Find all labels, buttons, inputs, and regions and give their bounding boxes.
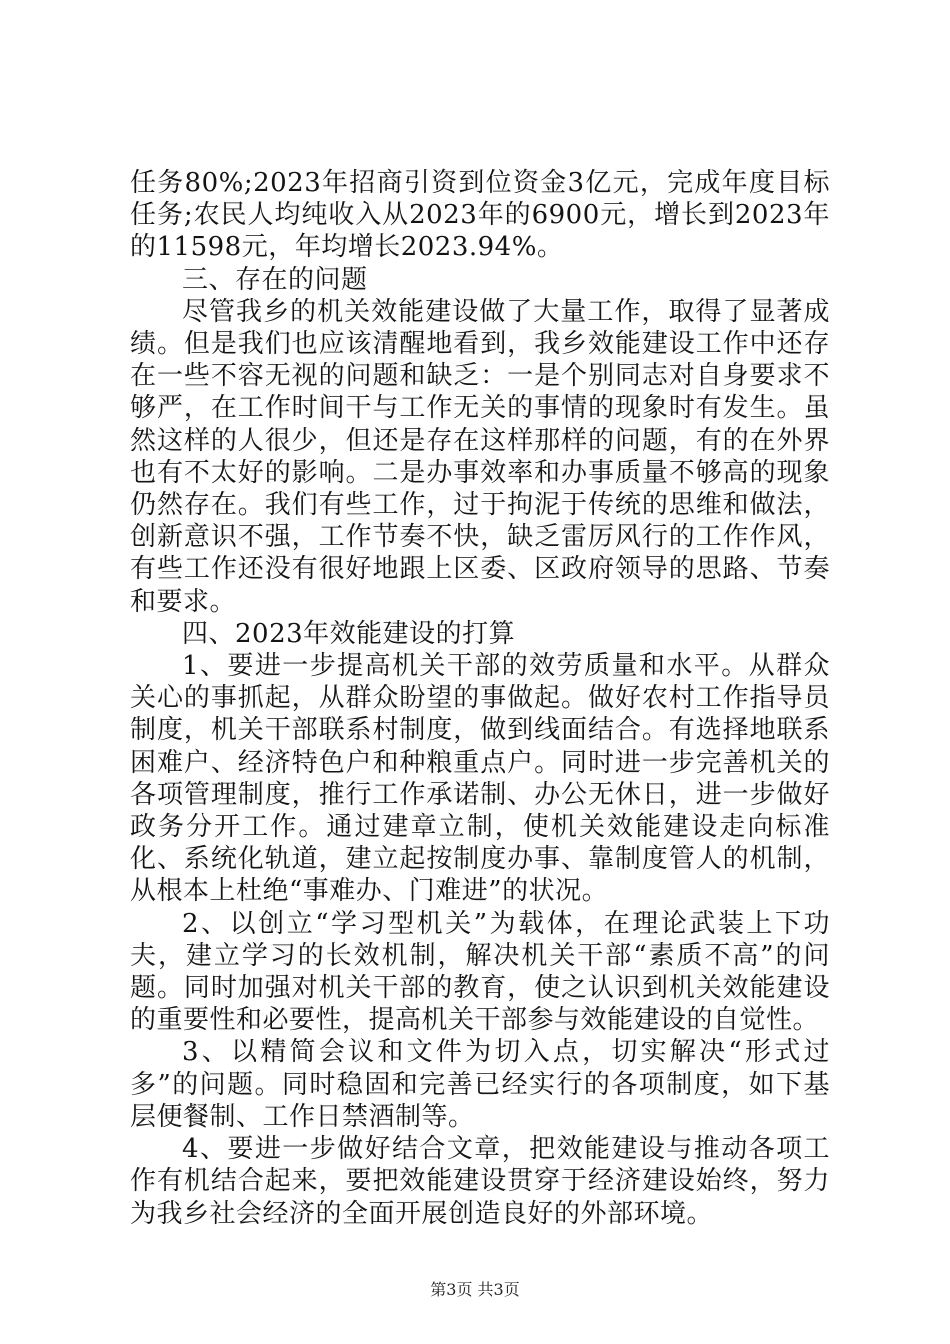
paragraph-plan-2: 2、以创立“学习型机关”为载体，在理论武装上下功夫，建立学习的长效机制，解决机关干部“素质不高”的问题。同时加强对机关干部的教育，使之认识到机关效能建设的重要性和必要性，提高机关干部参与效能建设的自觉性。: [130, 908, 830, 1036]
page-number-footer: 第3页 共3页: [430, 1280, 520, 1299]
paragraph-problems: 尽管我乡的机关效能建设做了大量工作，取得了显著成绩。但是我们也应该清醒地看到，我乡效能建设工作中还存在一些不容无视的问题和缺乏：一是个别同志对自身要求不够严，在工作时间干与工作无关的事情的现象时有发生。虽然这样的人很少，但还是存在这样那样的问题，有的在外界也有不太好的影响。二是办事效率和办事质量不够高的现象仍然存在。我们有些工作，过于拘泥于传统的思维和做法，创新意识不强，工作节奏不快，缺乏雷厉风行的工作作风，有些工作还没有很好地跟上区委、区政府领导的思路、节奏和要求。: [130, 296, 830, 617]
paragraph-continuation: 任务80%;2023年招商引资到位资金3亿元，完成年度目标任务;农民人均纯收入从2023年的6900元，增长到2023年的11598元，年均增长2023.94%。: [130, 168, 830, 263]
paragraph-plan-1: 1、要进一步提高机关干部的效劳质量和水平。从群众关心的事抓起，从群众盼望的事做起。做好农村工作指导员制度，机关干部联系村制度，做到线面结合。有选择地联系困难户、经济特色户和种粮重点户。同时进一步完善机关的各项管理制度，推行工作承诺制、办公无休日，进一步做好政务分开工作。通过建章立制，使机关效能建设走向标准化、系统化轨道，建立起按制度办事、靠制度管人的机制，从根本上杜绝“事难办、门难进”的状况。: [130, 651, 830, 907]
paragraph-plan-4: 4、要进一步做好结合文章，把效能建设与推动各项工作有机结合起来，要把效能建设贯穿于经济建设始终，努力为我乡社会经济的全面开展创造良好的外部环境。: [130, 1134, 830, 1229]
document-body: [130, 167, 830, 1230]
section-heading-problems: 三、存在的问题: [182, 264, 368, 295]
paragraph-plan-3: 3、以精简会议和文件为切入点，切实解决“形式过多”的问题。同时稳固和完善已经实行的各项制度，如下基层便餐制、工作日禁酒制等。: [130, 1037, 830, 1132]
section-heading-plans: 四、2023年效能建设的打算: [182, 618, 516, 649]
